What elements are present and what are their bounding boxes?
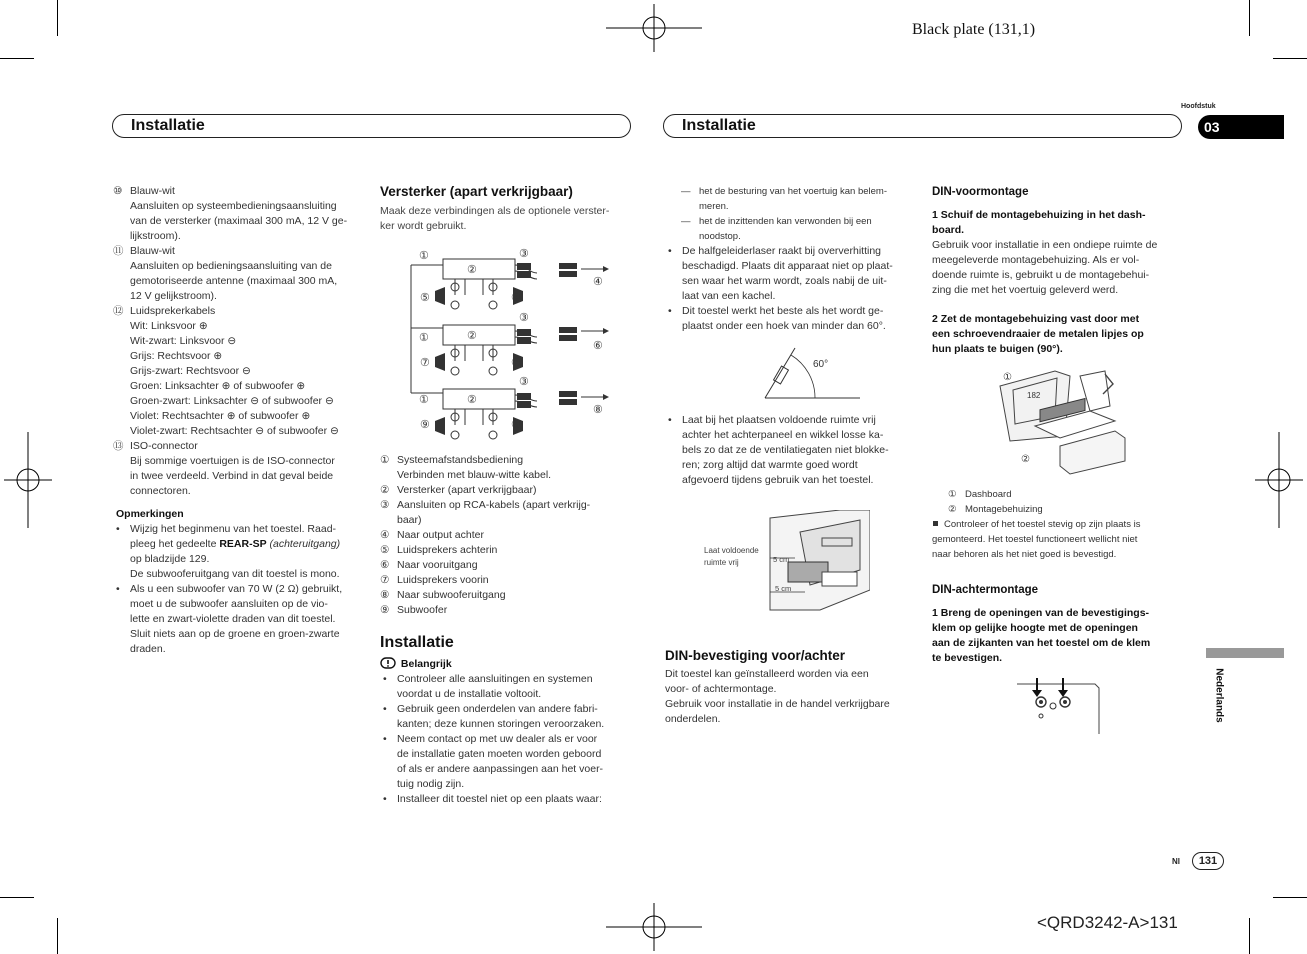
page-lang: Nl xyxy=(1172,857,1180,866)
caution-bullet: • Laat bij het plaatsen voldoende ruimte vrij achter het achterpaneel en wikkel losse ka- bels zo dat ze de ventilatiegaten niet blokke- ren; zorg altijd dat warmte goed wordt afgevoerd tijdens gebruik van het toestel. xyxy=(665,413,917,488)
rear-title: DIN-achtermontage xyxy=(932,584,1039,596)
fig-angle-label: 182 xyxy=(1027,391,1041,400)
crop-mark xyxy=(0,897,34,898)
caution-bullet: • De halfgeleiderlaser raakt bij oververhitting beschadigd. Plaats dit apparaat niet op plaat- sen waar het warm wordt, zoals nabij de uit- laat van een kachel. xyxy=(665,244,917,304)
front-legend: ① Dashboard ② Montagebehuizing xyxy=(948,489,1043,515)
plate-label: Black plate (131,1) xyxy=(912,21,1036,38)
wire-item-10: ⑩ Blauw-wit Aansluiten op systeembedieningsaansluiting van de versterker (maximaal 300 mA, 12 V ge- lijkstroom). xyxy=(113,185,348,242)
label-7: ⑦ xyxy=(420,357,430,369)
install-bullet: • Neem contact op met uw dealer als er voor de installatie gaten moeten worden geboord of als er andere aanpassingen aan het voer- tuig nodig zijn. xyxy=(380,732,632,792)
page-number-badge xyxy=(1192,852,1224,870)
label-1: ① xyxy=(419,250,429,262)
angle-label: 60° xyxy=(813,359,829,370)
label-3: ③ xyxy=(519,312,529,324)
front-mount-diagram xyxy=(995,366,1145,481)
din-section: DIN-bevestiging voor/achter Dit toestel kan geïnstalleerd worden via een voor- of achtermontage. Gebruik voor installatie in de handel verkrijgbare onderdelen. xyxy=(665,648,917,727)
registration-mark xyxy=(606,4,702,52)
footer-code: <QRD3242-A>131 xyxy=(1037,913,1178,932)
amplifier-box xyxy=(443,259,515,279)
label-2: ② xyxy=(467,394,477,406)
side-tab-bar xyxy=(1206,648,1284,658)
note-1: • Wijzig het beginmenu van het toestel. Raad- pleeg het gedeelte REAR-SP (achteruitgang) op bladzijde 129. De subwooferuitgang van dit toestel is mono. xyxy=(113,522,365,582)
square-bullet-icon xyxy=(933,521,938,526)
chapter-number: 03 xyxy=(1204,119,1220,135)
label-7: ⑦ xyxy=(511,357,521,369)
section-title-left: Installatie xyxy=(131,117,205,134)
cm-label: 5 cm xyxy=(775,584,792,593)
crop-mark xyxy=(1249,0,1250,36)
registration-mark xyxy=(4,432,52,528)
space-label: Laat voldoende xyxy=(704,546,759,555)
note-2: • Als u een subwoofer van 70 W (2 Ω) gebruikt, moet u de subwoofer aansluiten op de vio- lette en zwart-violette draden van dit toestel. Sluit niets aan op de groene en groen-zwarte draden. xyxy=(113,582,365,657)
crop-mark xyxy=(0,58,34,59)
ventilation-note xyxy=(665,413,917,488)
column-4: DIN-voormontage 1 Schuif de montagebehuizing in het dash- board. Gebruik voor installatie in een ondiepe ruimte de meegeleverde montagebehuizing. Als er vol- doende ruimte is, gebruikt u de montagebehui- zing die met het voertuig geleverd werd. 2 Zet de montagebehuizing vast door met een schroevendraaier de metalen lipjes op hun plaats te buigen (90°). xyxy=(932,185,1184,357)
amp-legend: ① Systeemafstandsbediening Verbinden met blauw-witte kabel. ② Versterker (apart verkrijgbaar) ③ Aansluiten op RCA-kabels (apart verkrijg- baar) ④ Naar output achter ⑤ Luidsprekers achterin ⑥ Naar vooruitgang ⑦ Luidsprekers voorin ⑧ Naar subwooferuitgang ⑨ Subwoofer Installatie Belangrijk • Controleer alle aansluitingen en systemen voordat u de installatie voltooit. • Gebruik geen onderdelen van andere fabri- kanten; deze kunnen storingen veroorzaken. • Neem contact op met uw dealer als er voor de installatie gaten moeten worden geboord of als er andere aanpassingen aan het voer- tuig nodig zijn. • Installeer dit toestel niet op een plaats waar: xyxy=(380,453,632,807)
label-2: ② xyxy=(467,330,477,342)
mount-note: Controleer of het toestel stevig op zijn plaats is gemonteerd. Het toestel functioneert wellicht niet naar behoren als het niet goed is bevestigd. xyxy=(932,519,1141,560)
install-bullet: • Gebruik geen onderdelen van andere fabri- kanten; deze kunnen storingen veroorzaken. xyxy=(380,702,632,732)
column-2: Versterker (apart verkrijgbaar) Maak deze verbindingen als de optionele verster- ker wordt gebruikt. xyxy=(380,184,632,234)
crop-mark xyxy=(1273,897,1307,898)
fig-label-2: ② xyxy=(1021,454,1030,465)
amplifier-wiring-diagram xyxy=(405,243,620,443)
crop-mark xyxy=(1249,918,1250,954)
rear-mount-diagram xyxy=(1015,676,1105,736)
fig-label-1: ① xyxy=(1003,372,1012,383)
label-5: ⑤ xyxy=(420,292,430,304)
dash-item: — het de inzittenden kan verwonden bij een noodstop. xyxy=(665,214,917,244)
label-5: ⑤ xyxy=(511,292,521,304)
cm-label: 5 cm xyxy=(773,555,790,564)
angle-diagram xyxy=(755,343,865,403)
wire-item-13: ⑬ ISO-connector Bij sommige voertuigen is de ISO-connector in twee verdeeld. Verbind in dat geval beide connectoren. xyxy=(113,440,335,497)
install-bullet: • Controleer alle aansluitingen en systemen voordat u de installatie voltooit. xyxy=(380,672,632,702)
crop-mark xyxy=(57,918,58,954)
space-label: ruimte vrij xyxy=(704,558,739,567)
registration-mark xyxy=(1255,432,1303,528)
install-title: Installatie xyxy=(380,634,454,651)
caution-bullet: • Dit toestel werkt het beste als het wordt ge- plaatst onder een hoek van minder dan 60°. xyxy=(665,304,917,334)
label-2: ② xyxy=(467,264,477,276)
amplifier-box xyxy=(443,389,515,409)
label-3: ③ xyxy=(519,248,529,260)
crop-mark xyxy=(57,0,58,36)
amp-title: Versterker (apart verkrijgbaar) xyxy=(380,184,573,199)
label-9: ⑨ xyxy=(420,419,430,431)
important-label: Belangrijk xyxy=(380,657,632,672)
label-1: ① xyxy=(419,332,429,344)
section-title-right: Installatie xyxy=(682,117,756,134)
important-icon xyxy=(380,657,398,669)
label-1: ① xyxy=(419,394,429,406)
column-1 xyxy=(113,184,365,657)
chapter-label: Hoofdstuk xyxy=(1181,103,1216,110)
amplifier-box xyxy=(443,325,515,345)
registration-mark xyxy=(606,903,702,951)
label-8: ⑧ xyxy=(593,404,603,416)
ventilation-diagram xyxy=(700,510,870,620)
page-number: 131 xyxy=(1198,855,1218,867)
din-title: DIN-bevestiging voor/achter xyxy=(665,648,846,663)
label-4: ④ xyxy=(593,276,603,288)
front-title: DIN-voormontage xyxy=(932,186,1029,198)
rear-section: DIN-achtermontage 1 Breng de openingen van de bevestigings- klem op gelijke hoogte met de openingen aan de zijkanten van het toestel om de klem te bevestigen. xyxy=(932,583,1184,666)
label-3: ③ xyxy=(519,376,529,388)
dash-item: — het de besturing van het voertuig kan belem- meren. xyxy=(665,184,917,214)
install-bullet: • Installeer dit toestel niet op een plaats waar: xyxy=(380,792,632,807)
label-6: ⑥ xyxy=(593,340,603,352)
notes-title: Opmerkingen xyxy=(116,508,184,520)
crop-mark xyxy=(1273,58,1307,59)
wire-item-11: ⑪ Blauw-wit Aansluiten op bedieningsaansluiting van de gemotoriseerde antenne (maximaal 300 mA, 12 V gelijkstroom). xyxy=(113,245,338,302)
side-tab-label: Nederlands xyxy=(1213,668,1225,723)
label-9: ⑨ xyxy=(511,419,521,431)
chapter-tab xyxy=(1198,115,1284,139)
wire-item-12: ⑫ Luidsprekerkabels Wit: Linksvoor ⊕ Wit-zwart: Linksvoor ⊖ Grijs: Rechtsvoor ⊕ Grijs-zwart: Rechtsvoor ⊖ Groen: Linksachter ⊕ of subwoofer ⊕ Groen-zwart: Linksachter ⊖ of subwoofer ⊖ Violet: Rechtsachter ⊕ of subwoofer ⊕ Violet-zwart: Rechtsachter ⊖ of subwoofer ⊖ xyxy=(113,305,339,437)
column-3 xyxy=(665,184,917,334)
